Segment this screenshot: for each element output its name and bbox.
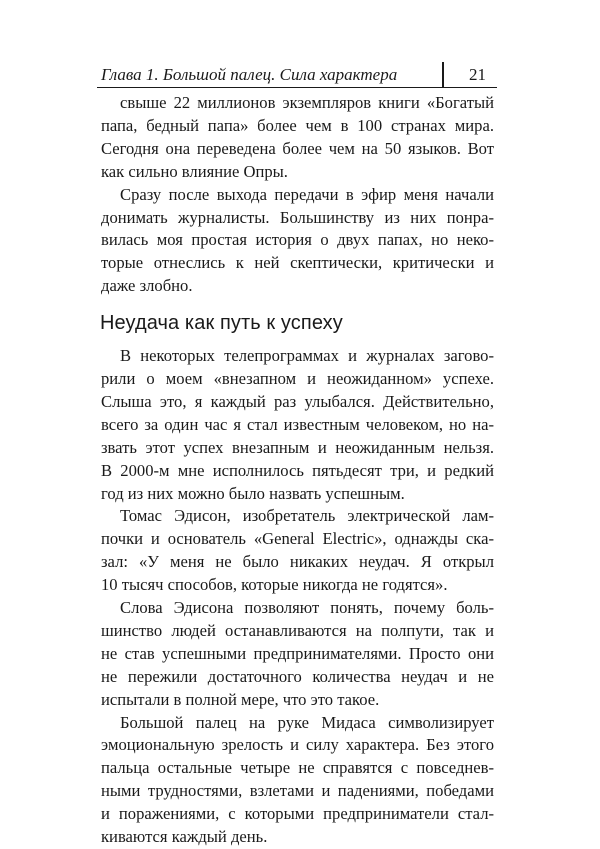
- text-line: В 2000-м мне исполнилось пятьдесят три, и редкий: [101, 460, 494, 480]
- text-line: донимать журналисты. Большинству из них понра-: [101, 207, 494, 227]
- paragraph: [101, 505, 494, 597]
- text-line: Сегодня она переведена более чем на 50 языков. Вот: [101, 138, 494, 158]
- text-line: ными трудностями, взлетами и падениями, победами: [101, 781, 494, 801]
- text-line: рили о моем «внезапном и неожиданном» успехе.: [101, 368, 494, 388]
- text-line: киваются каждый день.: [101, 827, 268, 847]
- text-line: и поражениями, с которыми предприниматели стал-: [101, 804, 494, 824]
- text-line: Слова Эдисона позволяют понять, почему боль-: [120, 598, 494, 618]
- text-line: шинство людей останавливаются на полпути, так и: [101, 620, 494, 640]
- text-line: даже злобно.: [101, 276, 193, 296]
- text-line: Большой палец на руке Мидаса символизирует: [120, 712, 494, 732]
- text-line: торые отнеслись к ней скептически, критически и: [101, 253, 494, 273]
- text-line: всего за один час я стал известным человеком, но на-: [101, 414, 494, 434]
- text-line: почки и основатель «General Electric», однажды ска-: [101, 529, 494, 549]
- text-line: В некоторых телепрограммах и журналах загово-: [120, 346, 494, 366]
- header-rule: [97, 87, 497, 88]
- paragraphs-after-heading: [101, 345, 494, 849]
- text-line: папа, бедный папа» более чем в 100 странах мира.: [101, 115, 494, 135]
- text-line: Томас Эдисон, изобретатель электрической лам-: [120, 506, 494, 526]
- text-line: звать этот успех внезапным и неожиданным нельзя.: [101, 437, 494, 457]
- text-line: год из них можно было назвать успешным.: [101, 483, 405, 503]
- text-line: свыше 22 миллионов экземпляров книги «Богатый: [120, 93, 494, 112]
- paragraphs-before-heading: [101, 92, 494, 298]
- paragraph: [101, 184, 494, 299]
- paragraph: [101, 712, 494, 849]
- text-line: эмоциональную зрелость и силу характера. Без этого: [101, 735, 494, 755]
- text-line: не став успешными предпринимателями. Просто они: [101, 643, 494, 663]
- text-line: не пережили достаточного количества неудач и не: [101, 666, 494, 686]
- body-text: [101, 92, 494, 849]
- page-number: 21: [469, 65, 486, 84]
- text-line: Сразу после выхода передачи в эфир меня начали: [120, 184, 494, 204]
- text-line: как сильно влияние Опры.: [101, 161, 288, 181]
- text-line: испытали в полной мере, что это такое.: [101, 689, 380, 709]
- text-line: 10 тысяч способов, которые никогда не годятся».: [101, 575, 448, 595]
- paragraph: [101, 597, 494, 712]
- text-line: вилась моя простая история о двух папах, но неко-: [101, 230, 494, 250]
- paragraph: [101, 92, 494, 184]
- paragraph: [101, 345, 494, 505]
- chapter-title: Глава 1. Большой палец. Сила характера: [101, 65, 398, 84]
- running-header: [97, 64, 497, 86]
- text-line: пальца остальные четыре не справятся с повседнев-: [101, 758, 494, 778]
- text-line: Слыша это, я каждый раз улыбался. Действительно,: [101, 391, 494, 411]
- header-separator: [442, 62, 444, 88]
- text-line: зал: «У меня не было никаких неудач. Я открыл: [101, 552, 494, 572]
- section-heading: Неудача как путь к успеху: [100, 312, 343, 335]
